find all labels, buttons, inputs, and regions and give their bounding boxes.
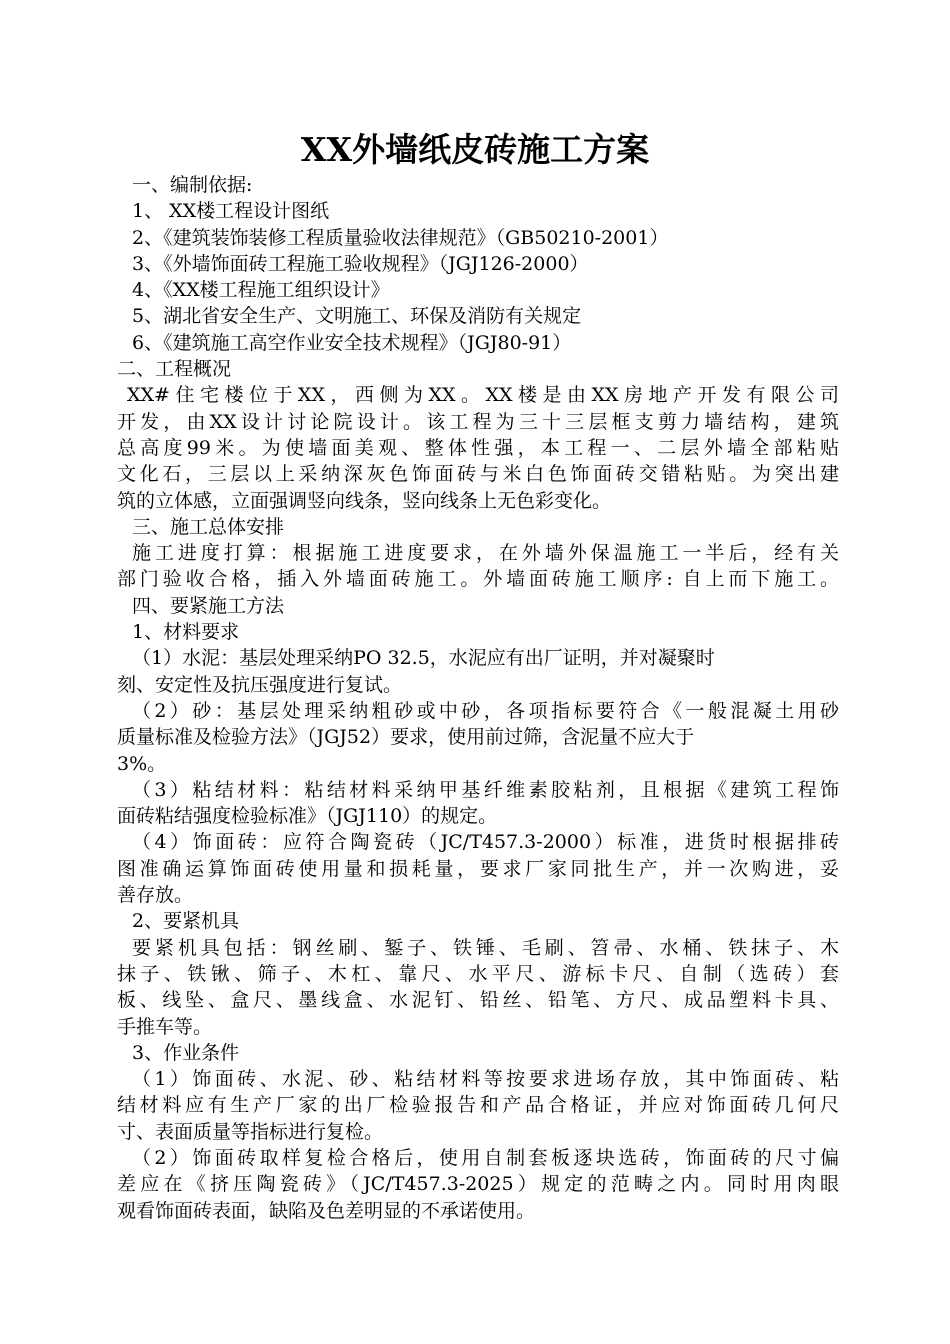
- document-line: 抹子、铁锹、筛子、木杠、靠尺、水平尺、游标卡尺、自制（选砖）套: [117, 962, 839, 985]
- document-line: （1）饰面砖、水泥、砂、粘结材料等按要求进场存放，其中饰面砖、粘: [132, 1068, 839, 1091]
- document-line: 寸、表面质量等指标进行复检。: [117, 1120, 384, 1143]
- document-line: 开发，由XX设计讨论院设计。该工程为三十三层框支剪力墙结构，建筑: [117, 410, 839, 433]
- document-line: 文化石，三层以上采纳深灰色饰面砖与米白色饰面砖交错粘贴。为突出建: [117, 463, 839, 486]
- document-line: （3）粘结材料：粘结材料采纳甲基纤维素胶粘剂，且根据《建筑工程饰: [132, 778, 839, 801]
- document-line: 差应在《挤压陶瓷砖》（JC/T457.3-2025）规定的范畴之内。同时用肉眼: [117, 1173, 839, 1196]
- document-line: 5、湖北省安全生产、文明施工、环保及消防有关规定: [132, 305, 582, 328]
- document-line: 1、 XX楼工程设计图纸: [132, 200, 330, 223]
- document-line: 1、材料要求: [132, 621, 240, 644]
- document-line: 观看饰面砖表面，缺陷及色差明显的不承诺使用。: [117, 1199, 536, 1222]
- document-line: （2）饰面砖取样复检合格后，使用自制套板逐块选砖，饰面砖的尺寸偏: [132, 1146, 839, 1169]
- document-line: （2）砂：基层处理采纳粗砂或中砂，各项指标要符合《一般混凝土用砂: [132, 699, 839, 722]
- document-line: 一、编制依据:: [132, 174, 253, 196]
- document-line: 图准确运算饰面砖使用量和损耗量，要求厂家同批生产，并一次购进，妥: [117, 857, 839, 880]
- document-title: XX外墙纸皮砖施工方案: [300, 130, 650, 169]
- document-line: 3%。: [117, 752, 167, 775]
- document-line: 三、施工总体安排: [132, 515, 285, 538]
- document-line: 质量标准及检验方法》（JGJ52）要求，使用前过筛，含泥量不应大于: [117, 726, 695, 749]
- document-line: 4、《XX楼工程施工组织设计》: [132, 279, 390, 302]
- document-line: 3、作业条件: [132, 1041, 240, 1064]
- document-line: 手推车等。: [117, 1015, 213, 1038]
- document-line: 施工进度打算：根据施工进度要求，在外墙外保温施工一半后，经有关: [132, 542, 839, 565]
- document-line: 2、《建筑装饰装修工程质量验收法律规范》（GB50210-2001）: [132, 226, 669, 249]
- document-line: 要紧机具包括：钢丝刷、錾子、铁锤、毛刷、笤帚、水桶、铁抹子、木: [132, 936, 839, 959]
- document-line: 二、工程概况: [117, 358, 232, 381]
- document-body: [117, 172, 839, 1224]
- document-line: 善存放。: [117, 884, 194, 907]
- document-line: 总高度99米。为使墙面美观、整体性强，本工程一、二层外墙全部粘贴: [117, 436, 839, 459]
- document-line: 结材料应有生产厂家的出厂检验报告和产品合格证，并应对饰面砖几何尺: [117, 1094, 839, 1117]
- document-line: 面砖粘结强度检验标准》（JGJ110）的规定。: [117, 805, 498, 828]
- document-line: （1）水泥：基层处理采纳PO 32.5，水泥应有出厂证明，并对凝聚时: [132, 647, 715, 670]
- document-line: XX#住宅楼位于XX，西侧为XX。XX楼是由XX房地产开发有限公司: [127, 384, 839, 407]
- document-line: 6、《建筑施工高空作业安全技术规程》（JGJ80-91）: [132, 331, 572, 354]
- document-line: （4）饰面砖：应符合陶瓷砖（JC/T457.3-2000）标准，进货时根据排砖: [132, 831, 839, 854]
- document-line: 部门验收合格，插入外墙面砖施工。外墙面砖施工顺序: 自上而下施工。: [117, 568, 839, 591]
- document-line: 四、要紧施工方法: [132, 594, 285, 617]
- document-line: 3、《外墙饰面砖工程施工验收规程》（JGJ126-2000）: [132, 252, 589, 275]
- document-line: 筑的立体感，立面强调竖向线条，竖向线条上无色彩变化。: [117, 489, 612, 512]
- document-line: 板、线坠、盒尺、墨线盒、水泥钉、铅丝、铅笔、方尺、成品塑料卡具、: [117, 989, 839, 1012]
- document-line: 2、要紧机具: [132, 910, 240, 933]
- document-line: 刻、安定性及抗压强度进行复试。: [117, 673, 403, 696]
